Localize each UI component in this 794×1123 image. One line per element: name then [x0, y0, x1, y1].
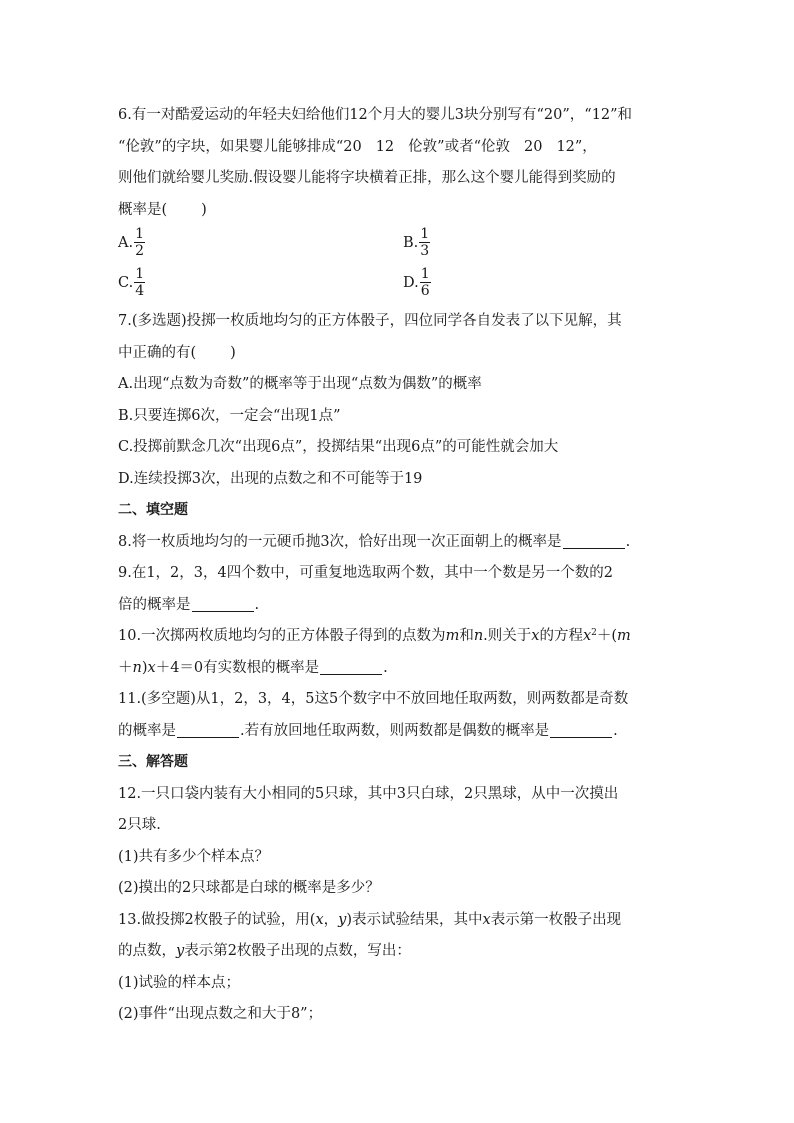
answer-blank: [550, 722, 612, 738]
q6-choice-b: B. $\frac{1}{3}$: [403, 226, 430, 259]
q12-line1: 12.一只口袋内装有大小相同的5只球，其中3只白球，2只黑球，从中一次摸出: [118, 785, 619, 802]
q6-choice-c: C. $\frac{1}{4}$: [118, 266, 145, 299]
q6-choice-d: D. $\frac{1}{6}$: [403, 266, 430, 299]
q13-sub2: (2)事件“出现点数之和大于8”；: [118, 1006, 323, 1022]
q6-line2: “伦敦”的字块，如果婴儿能够排成“20 12 伦敦”或者“伦敦 20 12”，: [118, 138, 597, 155]
q6-line3: 则他们就给婴儿奖励.假设婴儿能将字块横着正排，那么这个婴儿能得到奖励的: [118, 170, 616, 186]
section-heading-fill-in: 二、填空题: [118, 502, 188, 518]
worksheet-page: [118, 100, 678, 1031]
q7-line2: 中正确的有( ): [118, 344, 236, 361]
answer-blank: [563, 533, 625, 549]
q6-line1: 6.有一对酷爱运动的年轻夫妇给他们12个月大的婴儿3块分别写有“20”，“12”和: [118, 107, 633, 123]
q8-line: 8.将一枚质地均匀的一元硬币抛3次，恰好出现一次正面朝上的概率是 .: [118, 533, 631, 550]
q6-line4: 概率是( ): [118, 201, 207, 218]
q6-choices: [118, 226, 678, 306]
fraction: $\frac{1}{3}$: [420, 226, 430, 259]
q11-line1: 11.(多空题)从1，2，3，4，5这5个数字中不放回地任取两数，则两数都是奇数: [118, 691, 629, 707]
q9-line1: 9.在1，2，3，4四个数中，可重复地选取两个数，其中一个数是另一个数的2: [118, 565, 613, 581]
q7-option-c: C.投掷前默念几次“出现6点”，投掷结果“出现6点”的可能性就会加大: [118, 439, 559, 455]
q13-line1: 13.做投掷2枚骰子的试验，用(x，y)表示试验结果，其中x表示第一枚骰子出现: [118, 911, 622, 928]
q7-line1: 7.(多选题)投掷一枚质地均匀的正方体骰子，四位同学各自发表了以下见解，其: [118, 313, 622, 329]
answer-blank: [177, 722, 239, 738]
q7-option-d: D.连续投掷3次，出现的点数之和不可能等于19: [118, 470, 423, 487]
q7-option-a: A.出现“点数为奇数”的概率等于出现“点数为偶数”的概率: [118, 376, 482, 392]
section-heading-solve: 三、解答题: [118, 754, 188, 770]
q12-sub1: (1)共有多少个样本点？: [118, 848, 270, 865]
q6-choice-a: A. $\frac{1}{2}$: [118, 226, 145, 259]
q7-option-b: B.只要连掷6次，一定会“出现1点”: [118, 407, 341, 424]
q11-line2: 的概率是 .若有放回地任取两数，则两数都是偶数的概率是 .: [118, 722, 618, 739]
q10-line2: ＋n)x＋4＝0有实数根的概率是 .: [118, 659, 388, 676]
q13-line2: 的点数，y表示第2枚骰子出现的点数，写出：: [118, 943, 411, 959]
q10-line1: 10.一次掷两枚质地均匀的正方体骰子得到的点数为m和n.则关于x的方程$x^2+(m$: [118, 628, 631, 644]
fraction: $\frac{1}{2}$: [135, 226, 145, 259]
answer-blank: [320, 659, 382, 675]
q9-line2: 倍的概率是 .: [118, 596, 260, 613]
answer-blank: [192, 596, 254, 612]
q13-sub1: (1)试验的样本点；: [118, 974, 241, 991]
q12-line2: 2只球.: [118, 817, 161, 833]
q12-sub2: (2)摸出的2只球都是白球的概率是多少？: [118, 880, 380, 896]
fraction: $\frac{1}{4}$: [135, 266, 145, 299]
fraction: $\frac{1}{6}$: [420, 266, 430, 299]
